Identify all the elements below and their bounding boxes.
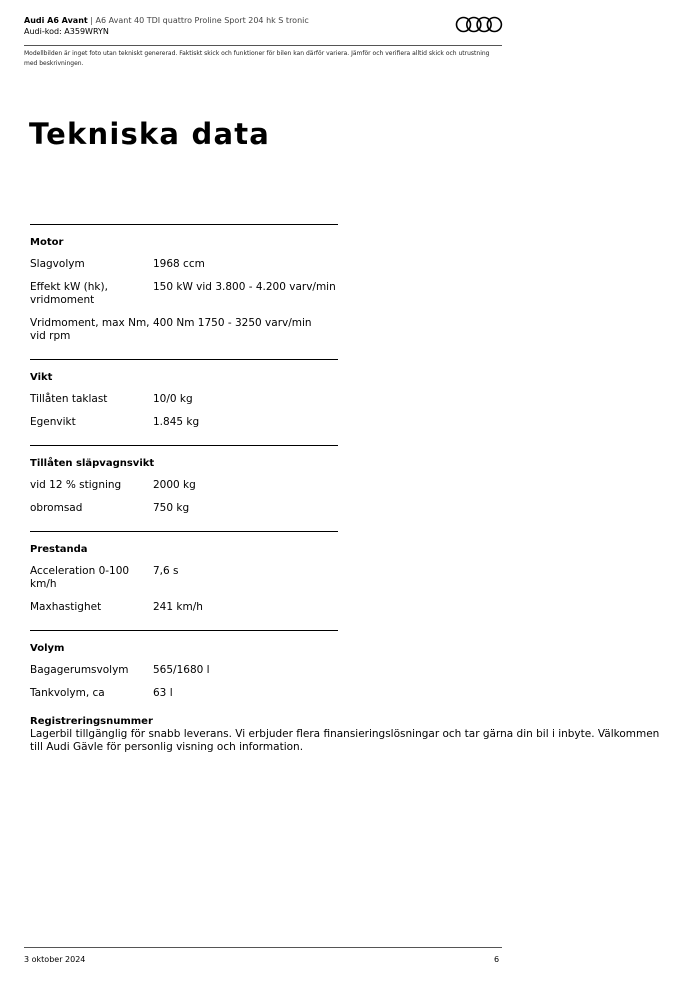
spec-value: 150 kW vid 3.800 - 4.200 varv/min — [153, 281, 336, 293]
header-divider — [24, 45, 502, 46]
spec-label: Tankvolym, ca — [30, 687, 105, 699]
spec-row — [30, 416, 338, 429]
spec-row — [30, 664, 338, 677]
spec-row — [30, 502, 338, 515]
spec-section — [30, 359, 338, 445]
spec-value: 1.845 kg — [153, 416, 200, 428]
spec-label: Bagagerumsvolym — [30, 664, 129, 676]
spec-label: Acceleration 0-100 km/h — [30, 565, 130, 590]
spec-section — [30, 445, 338, 531]
header-model-line — [24, 15, 502, 26]
spec-row — [30, 687, 338, 700]
footer-divider — [24, 947, 502, 948]
spec-value: 565/1680 l — [153, 664, 210, 676]
spec-label: obromsad — [30, 502, 83, 514]
spec-table — [30, 224, 338, 716]
spec-section-title: Vikt — [30, 372, 53, 383]
header-audi-code: Audi-kod: A359WRYN — [24, 27, 109, 36]
spec-row — [30, 281, 338, 307]
page-title: Tekniska data — [29, 117, 271, 151]
spec-section-title: Motor — [30, 237, 64, 248]
registration-title: Registreringsnummer — [30, 716, 153, 727]
spec-row — [30, 601, 338, 614]
spec-row — [30, 317, 338, 343]
spec-section-title: Prestanda — [30, 544, 88, 555]
spec-value: 1968 ccm — [153, 258, 205, 270]
spec-value: 400 Nm 1750 - 3250 varv/min — [153, 317, 312, 329]
header-model: Audi A6 Avant — [24, 16, 88, 25]
header-variant: A6 Avant 40 TDI quattro Proline Sport 204 hk S tronic — [95, 16, 309, 25]
spec-label: Maxhastighet — [30, 601, 102, 613]
page-number: 6 — [494, 955, 500, 964]
spec-label: Egenvikt — [30, 416, 76, 428]
spec-label: Slagvolym — [30, 258, 85, 270]
spec-value: 10/0 kg — [153, 393, 193, 405]
spec-value: 750 kg — [153, 502, 190, 514]
spec-section-title: Volym — [30, 643, 65, 654]
spec-label: vid 12 % stigning — [30, 479, 122, 491]
spec-row — [30, 258, 338, 271]
registration-block — [30, 715, 670, 754]
registration-text: Lagerbil tillgänglig för snabb leverans. Vi erbjuder flera finansieringslösningar och tar gärna din bil i inbyte. Välkommen till Audi Gävle för personlig visning och information. — [30, 728, 660, 753]
spec-row — [30, 393, 338, 406]
spec-section — [30, 630, 338, 716]
spec-label: Effekt kW (hk), vridmoment — [30, 281, 108, 306]
footer-date: 3 oktober 2024 — [24, 955, 86, 964]
spec-value: 7,6 s — [153, 565, 179, 577]
spec-row — [30, 565, 338, 591]
document-header — [24, 15, 502, 37]
spec-label: Vridmoment, max Nm, vid rpm — [30, 317, 150, 342]
spec-section — [30, 224, 338, 359]
spec-section — [30, 531, 338, 630]
spec-row — [30, 479, 338, 492]
spec-value: 2000 kg — [153, 479, 196, 491]
spec-section-title: Tillåten släpvagnsvikt — [30, 458, 155, 469]
spec-value: 241 km/h — [153, 601, 203, 613]
disclaimer-text: Modellbilden är inget foto utan tekniskt genererad. Faktiskt skick och funktioner för bilen kan därför variera. Jämför och verifiera alltid skick och utrustning med beskrivningen. — [24, 50, 490, 67]
header-separator: | — [87, 16, 96, 25]
audi-rings-logo-icon — [455, 16, 503, 33]
spec-value: 63 l — [153, 687, 173, 699]
spec-label: Tillåten taklast — [30, 393, 108, 405]
